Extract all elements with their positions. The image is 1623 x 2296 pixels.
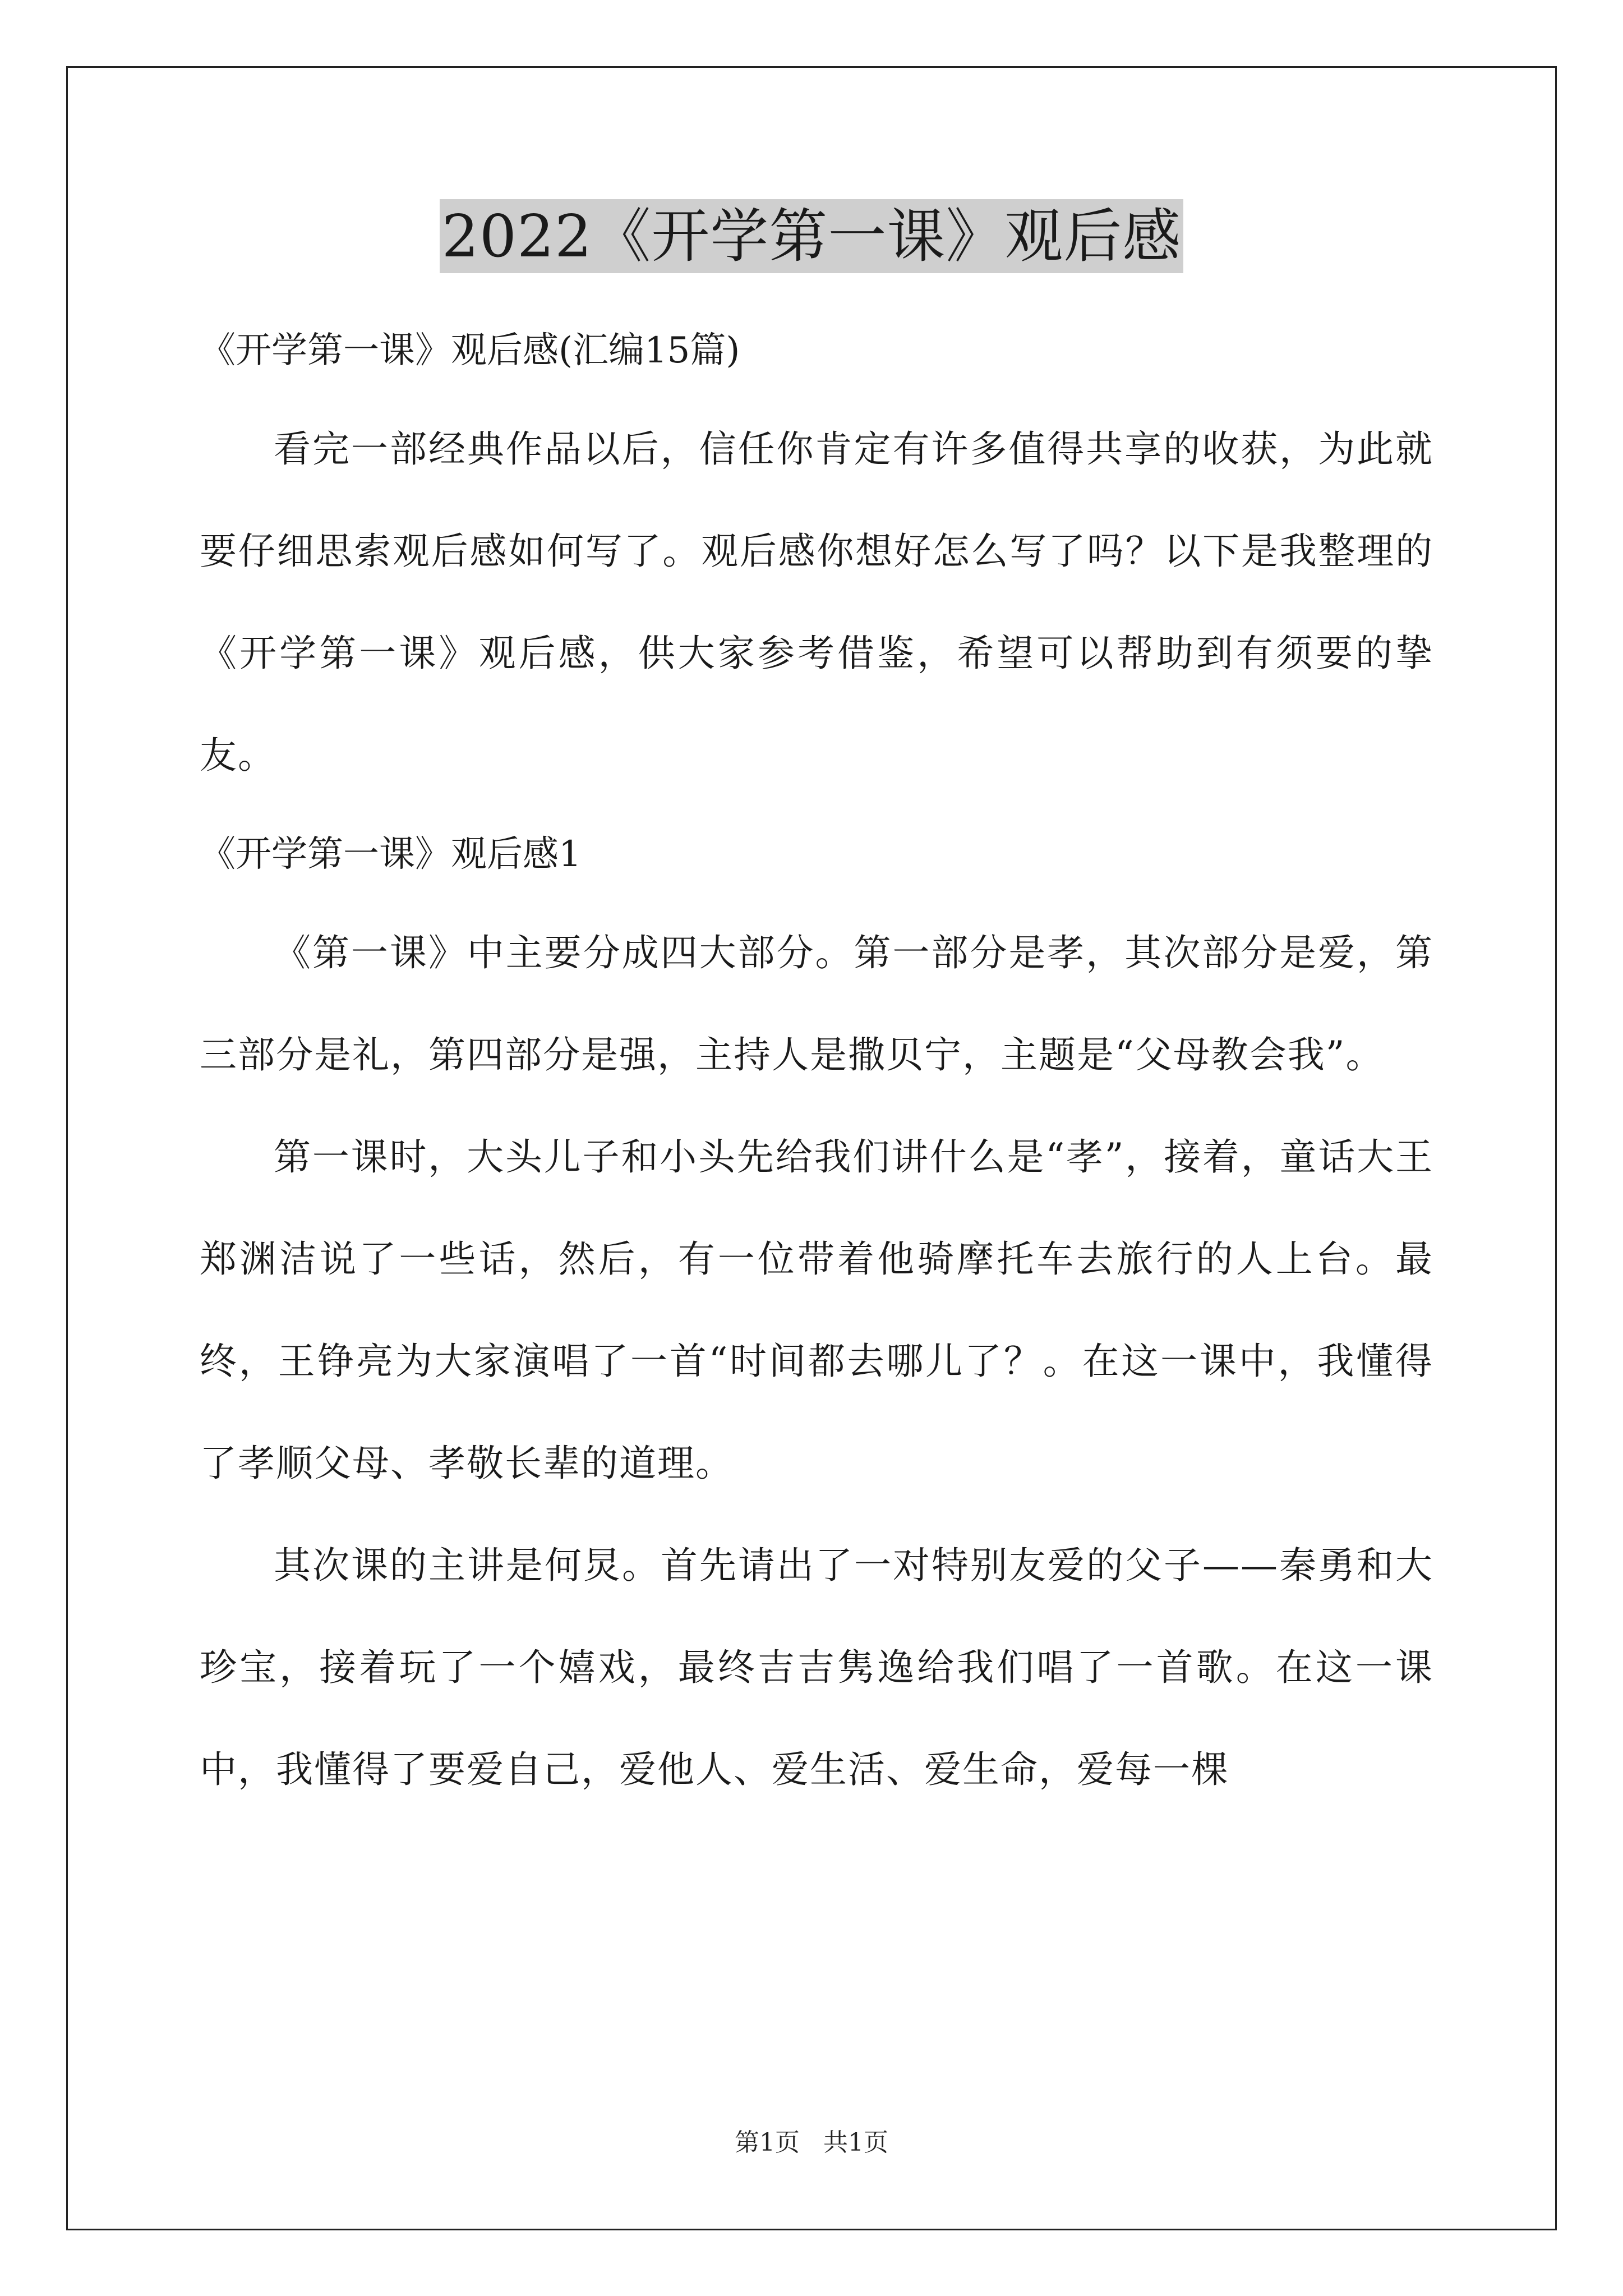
title-container [0,199,1623,273]
body-paragraph-1: 《第一课》中主要分成四大部分。第一部分是孝，其次部分是爱，第三部分是礼，第四部分是强，主持人是撒贝宁，主题是“父母教会我”。 [200,931,1433,1076]
section-heading: 《开学第一课》观后感1 [200,834,582,875]
page-number: 第1页 [735,2128,800,2157]
document-subtitle: 《开学第一课》观后感(汇编15篇) [200,330,740,371]
body-paragraph-2: 第一课时，大头儿子和小头先给我们讲什么是“孝”，接着，童话大王郑渊洁说了一些话，然后，有一位带着他骑摩托车去旅行的人上台。最终，王铮亮为大家演唱了一首“时间都去哪儿了？。在这一课中，我懂得了孝顺父母、孝敬长辈的道理。 [200,1135,1433,1485]
intro-paragraph: 看完一部经典作品以后，信任你肯定有许多值得共享的收获，为此就要仔细思索观后感如何写了。观后感你想好怎么写了吗？以下是我整理的《开学第一课》观后感，供大家参考借鉴，希望可以帮助到有须要的挚友。 [200,427,1433,777]
body-paragraph-3: 其次课的主讲是何炅。首先请出了一对特别友爱的父子——秦勇和大珍宝，接着玩了一个嬉戏，最终吉吉隽逸给我们唱了一首歌。在这一课中，我懂得了要爱自己，爱他人、爱生活、爱生命，爱每一棵 [200,1544,1433,1791]
document-title: 2022《开学第一课》观后感 [440,199,1184,273]
document-body [200,303,1433,1821]
page-footer [0,2126,1623,2160]
page-total: 共1页 [823,2128,888,2157]
